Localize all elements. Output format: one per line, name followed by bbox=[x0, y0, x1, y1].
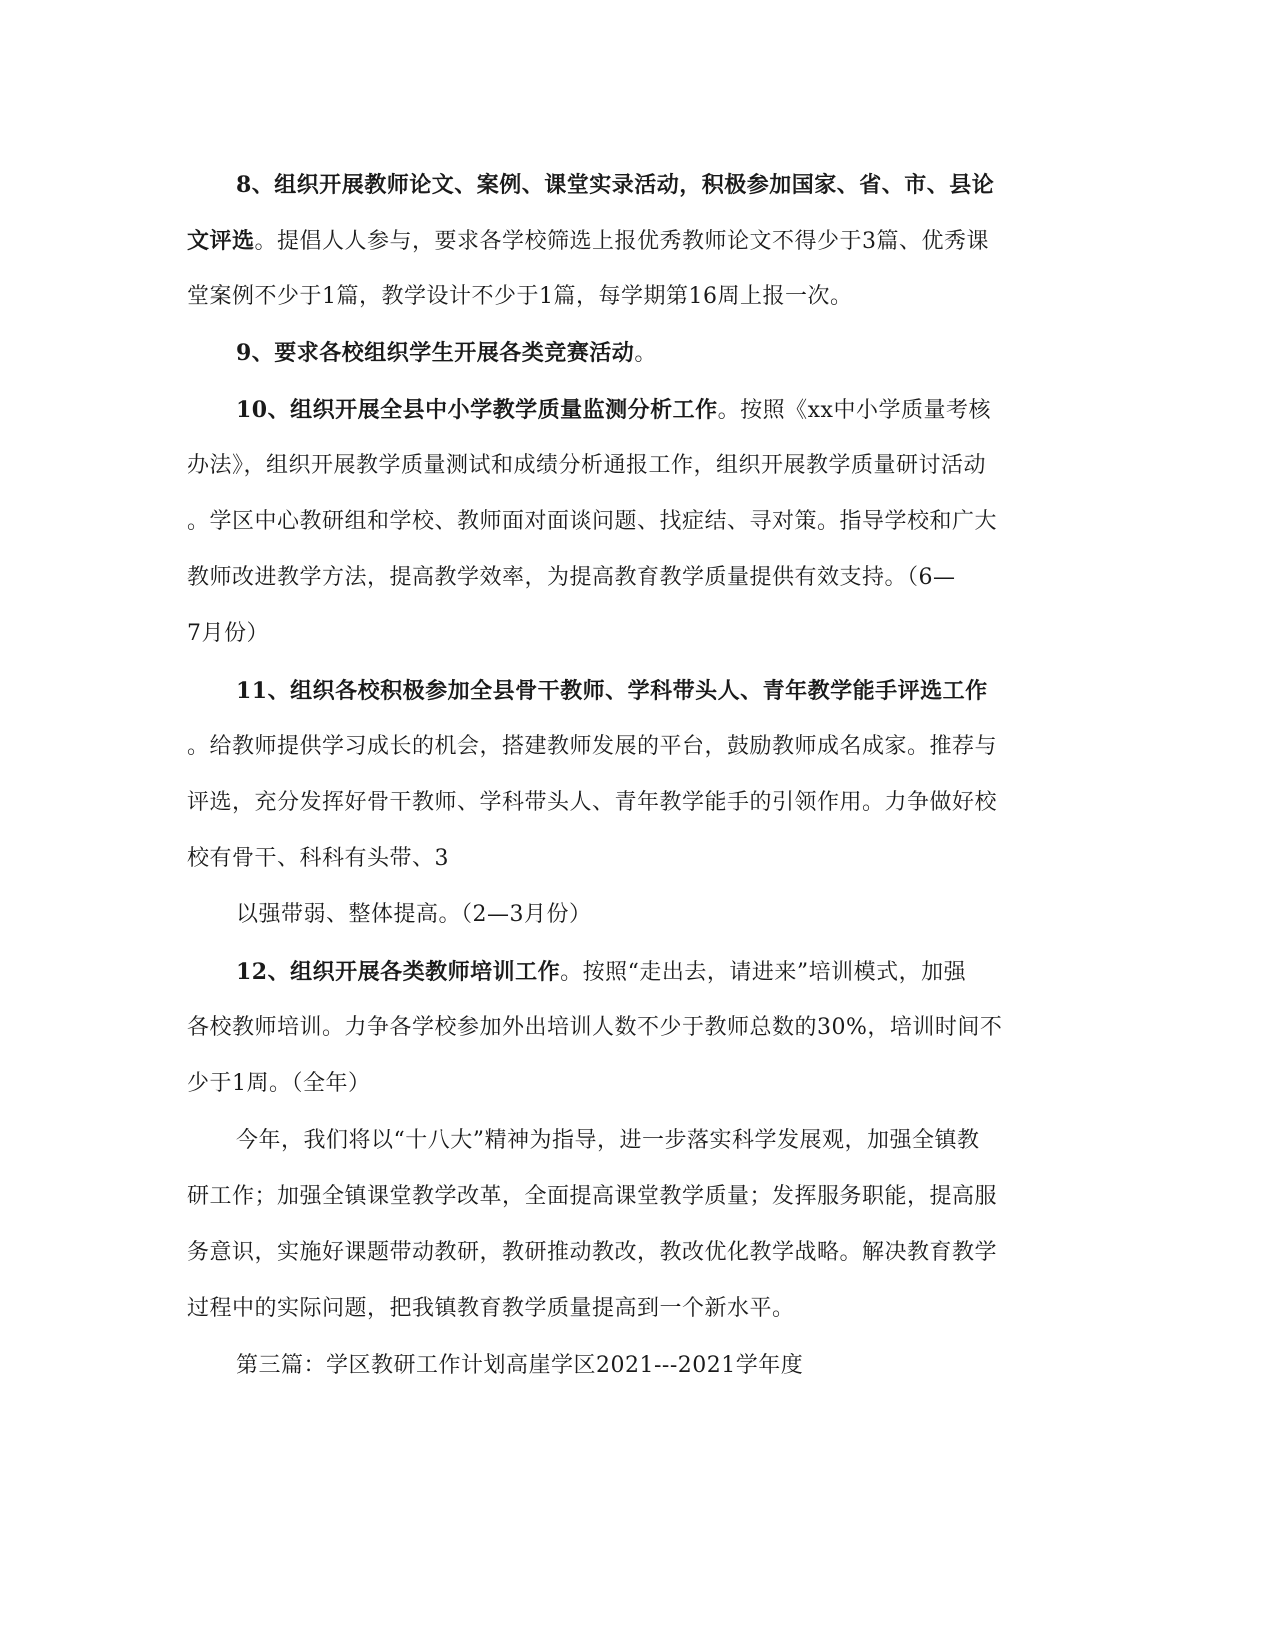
paragraph-8-line-2 bbox=[187, 226, 989, 257]
paragraph-11-line-3: 评选，充分发挥好骨干教师、学科带头人、青年教学能手的引领作用。力争做好校 bbox=[187, 790, 998, 815]
next-section-heading: 第三篇：学区教研工作计划高崖学区2021---2021学年度 bbox=[236, 1353, 804, 1378]
paragraph-8-text: 。提倡人人参与，要求各学校筛选上报优秀教师论文不得少于3篇、优秀课 bbox=[254, 229, 990, 254]
paragraph-12-line-2: 各校教师培训。力争各学校参加外出培训人数不少于教师总数的30%，培训时间不 bbox=[187, 1015, 1003, 1040]
paragraph-11-line-4: 校有骨干、科科有头带、3 bbox=[187, 846, 449, 871]
summary-line-4: 过程中的实际问题，把我镇教育教学质量提高到一个新水平。 bbox=[187, 1296, 795, 1321]
paragraph-10-text: 。按照《xx中小学质量考核 bbox=[717, 398, 991, 423]
paragraph-9-text: 。 bbox=[634, 341, 657, 366]
paragraph-11-line-2: 。给教师提供学习成长的机会，搭建教师发展的平台，鼓励教师成名成家。推荐与 bbox=[187, 734, 998, 759]
paragraph-11-heading: 11、组织各校积极参加全县骨干教师、学科带头人、青年教学能手评选工作 bbox=[236, 678, 988, 704]
paragraph-10-heading: 10、组织开展全县中小学教学质量监测分析工作 bbox=[236, 397, 718, 423]
paragraph-8-line-3: 堂案例不少于1篇，教学设计不少于1篇，每学期第16周上报一次。 bbox=[187, 284, 853, 309]
paragraph-10-line-2: 办法》，组织开展教学质量测试和成绩分析通报工作，组织开展教学质量研讨活动 bbox=[187, 453, 987, 478]
paragraph-8-line-1 bbox=[236, 170, 994, 201]
paragraph-12-heading: 12、组织开展各类教师培训工作 bbox=[236, 959, 561, 985]
paragraph-11-line-5: 以强带弱、整体提高。（2—3月份） bbox=[236, 902, 592, 927]
paragraph-10-line-4: 教师改进教学方法，提高教学效率，为提高教育教学质量提供有效支持。（6— bbox=[187, 565, 956, 590]
summary-line-2: 研工作；加强全镇课堂教学改革，全面提高课堂教学质量；发挥服务职能，提高服 bbox=[187, 1184, 998, 1209]
paragraph-12-line-1 bbox=[236, 957, 966, 988]
paragraph-10-line-1 bbox=[236, 395, 991, 426]
paragraph-8-heading: 8、组织开展教师论文、案例、课堂实录活动，积极参加国家、省、市、县论 bbox=[236, 172, 995, 198]
paragraph-8-heading-end: 文评选 bbox=[187, 228, 255, 254]
paragraph-10-line-5: 7月份） bbox=[187, 621, 269, 646]
summary-line-1: 今年，我们将以“十八大”精神为指导，进一步落实科学发展观，加强全镇教 bbox=[236, 1128, 980, 1153]
paragraph-11-line-1 bbox=[236, 676, 988, 707]
paragraph-12-text: 。按照“走出去，请进来”培训模式，加强 bbox=[560, 960, 967, 985]
paragraph-9-heading: 9、要求各校组织学生开展各类竞赛活动 bbox=[236, 340, 635, 366]
paragraph-9-line-1 bbox=[236, 338, 657, 369]
paragraph-12-line-3: 少于1周。（全年） bbox=[187, 1071, 371, 1096]
paragraph-10-line-3: 。学区中心教研组和学校、教师面对面谈问题、找症结、寻对策。指导学校和广大 bbox=[187, 509, 998, 534]
summary-line-3: 务意识，实施好课题带动教研，教研推动教改，教改优化教学战略。解决教育教学 bbox=[187, 1240, 998, 1265]
